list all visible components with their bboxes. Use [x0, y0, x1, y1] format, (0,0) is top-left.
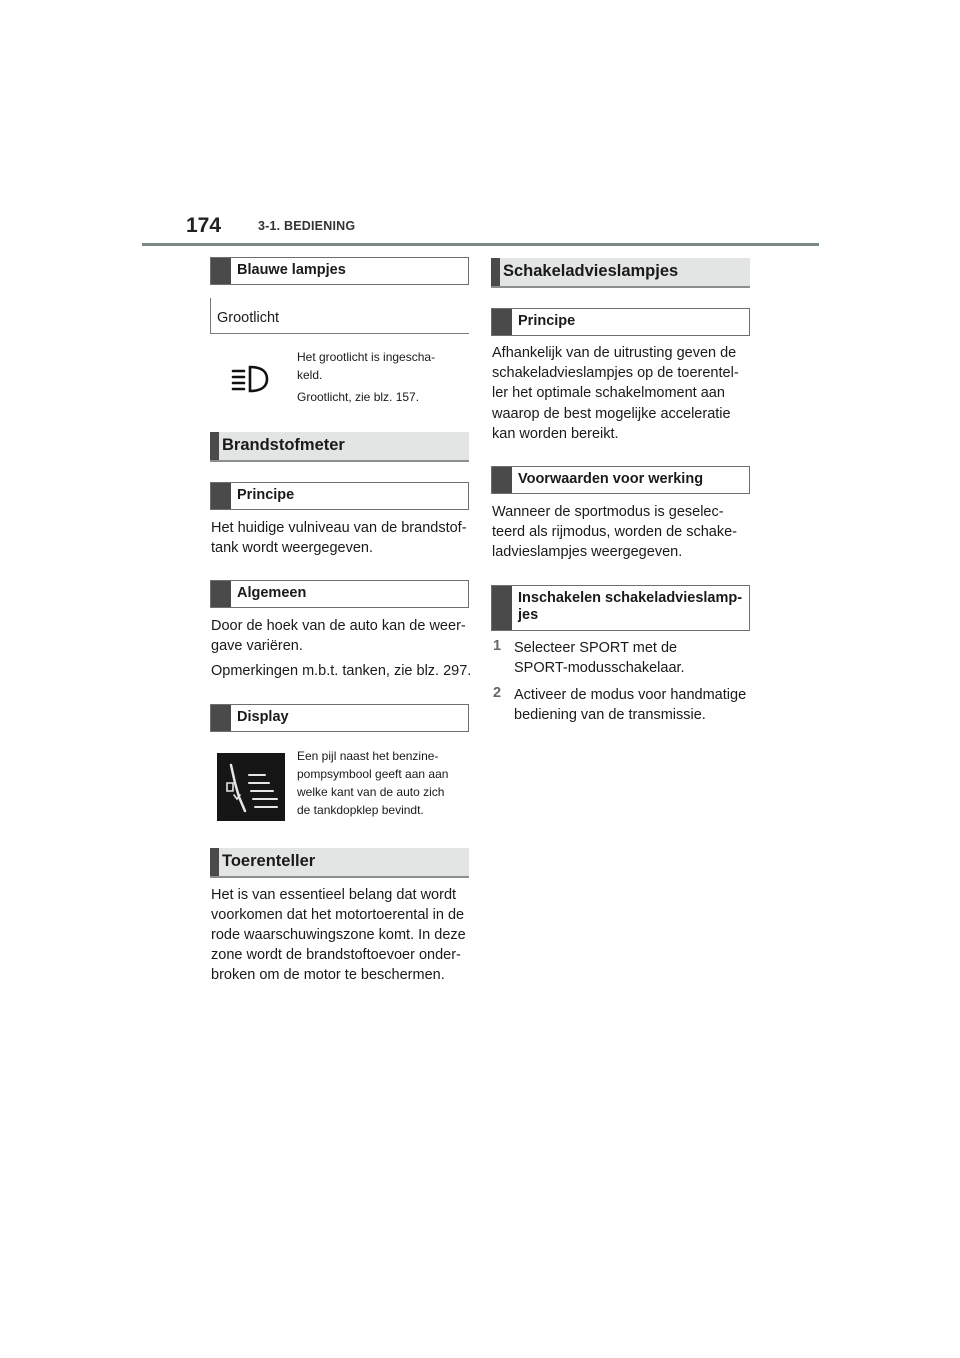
- heading-blue-lamps-text: Blauwe lampjes: [237, 262, 346, 278]
- shift-principle-line-1: Afhankelijk van de uitrusting geven de: [492, 345, 737, 361]
- shift-conditions-line-3: ladvieslampjes weergegeven.: [492, 544, 683, 560]
- heading-fuel-general-text: Algemeen: [237, 585, 307, 601]
- tachometer-line-1: Het is van essentieel belang dat wordt: [211, 887, 457, 903]
- heading-fuel-display-text: Display: [237, 709, 289, 725]
- fuel-general-line-1: Door de hoek van de auto kan de weer-: [211, 618, 466, 634]
- shift-principle-line-5: kan worden bereikt.: [492, 426, 619, 442]
- heading-blue-lamps: [210, 257, 469, 285]
- tachometer-line-3: rode waarschuwingszone komt. In deze: [211, 927, 466, 943]
- high-beam-ref: Grootlicht, zie blz. 157.: [297, 390, 420, 404]
- subheading-rule: [210, 333, 469, 334]
- fuel-display-line-2: pompsymbool geeft aan aan: [297, 767, 449, 781]
- heading-shift-enable-text-1: Inschakelen schakeladvieslamp-: [518, 590, 743, 606]
- fuel-general-line-2: gave variëren.: [211, 638, 303, 654]
- shift-conditions-line-1: Wanneer de sportmodus is geselec-: [492, 504, 724, 520]
- tachometer-line-4: zone wordt de brandstoftoevoer onder-: [211, 947, 461, 963]
- page-number: 174: [186, 214, 222, 237]
- fuel-pump-arrow-icon: [217, 753, 285, 821]
- heading-shift-lights: [491, 258, 750, 288]
- heading-fuel-general: [210, 580, 469, 608]
- step-2-number: 2: [493, 685, 502, 701]
- heading-shift-enable: [491, 585, 750, 631]
- heading-tachometer: [210, 848, 469, 878]
- heading-shift-lights-text: Schakeladvieslampjes: [503, 262, 679, 280]
- heading-fuel-display: [210, 704, 469, 732]
- fuel-display-line-1: Een pijl naast het benzine-: [297, 749, 439, 763]
- high-beam-icon: [230, 364, 270, 394]
- subheading-grootlicht: Grootlicht: [217, 310, 280, 326]
- heading-shift-conditions-text: Voorwaarden voor werking: [518, 471, 704, 487]
- step-2-line-2: bediening van de transmissie.: [514, 707, 706, 723]
- fuel-display-line-3: welke kant van de auto zich: [297, 785, 445, 799]
- shift-conditions-line-2: teerd als rijmodus, worden de schake-: [492, 524, 738, 540]
- subheading-border: [210, 298, 211, 334]
- heading-shift-principle-text: Principe: [518, 313, 576, 329]
- header-rule: [142, 243, 819, 246]
- heading-fuel-gauge: [210, 432, 469, 462]
- step-1-line-1: Selecteer SPORT met de: [514, 640, 678, 656]
- section-label: 3-1. BEDIENING: [258, 219, 356, 233]
- fuel-general-line-3: Opmerkingen m.b.t. tanken, zie blz. 297.: [211, 663, 472, 679]
- shift-principle-line-4: waarop de best mogelijke acceleratie: [492, 406, 731, 422]
- heading-shift-principle: [491, 308, 750, 336]
- tachometer-line-2: voorkomen dat het motortoerental in de: [211, 907, 465, 923]
- step-1-number: 1: [493, 638, 502, 654]
- step-2-line-1: Activeer de modus voor handmatige: [514, 687, 747, 703]
- heading-fuel-principle: [210, 482, 469, 510]
- fuel-principle-line-1: Het huidige vulniveau van de brandstof-: [211, 520, 467, 536]
- heading-fuel-principle-text: Principe: [237, 487, 295, 503]
- high-beam-text-2: keld.: [297, 368, 323, 382]
- heading-fuel-gauge-text: Brandstofmeter: [222, 436, 345, 454]
- shift-principle-line-3: ler het optimale schakelmoment aan: [492, 385, 725, 401]
- fuel-gauge-display-image: [217, 753, 285, 821]
- heading-shift-conditions: [491, 466, 750, 494]
- heading-shift-enable-text-2: jes: [518, 607, 539, 623]
- fuel-display-line-4: de tankdopklep bevindt.: [297, 803, 424, 817]
- shift-principle-line-2: schakeladvieslampjes op de toerentel-: [492, 365, 739, 381]
- fuel-principle-line-2: tank wordt weergegeven.: [211, 540, 374, 556]
- step-1-line-2: SPORT-modusschakelaar.: [514, 660, 685, 676]
- high-beam-text-1: Het grootlicht is ingescha-: [297, 350, 436, 364]
- tachometer-line-5: broken om de motor te beschermen.: [211, 967, 445, 983]
- heading-tachometer-text: Toerenteller: [222, 852, 316, 870]
